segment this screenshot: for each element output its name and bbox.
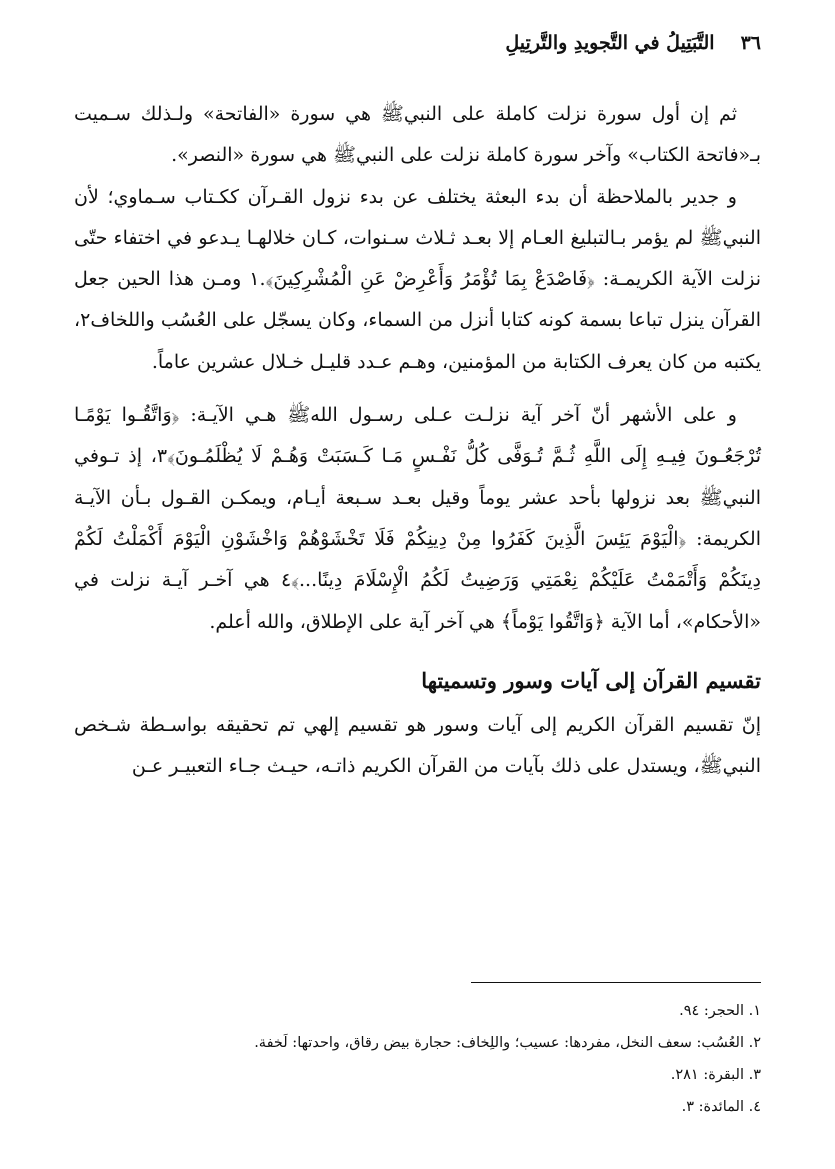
footnote-1: ١. الحجر: ٩٤. xyxy=(679,1003,761,1019)
footnote-divider xyxy=(471,982,761,983)
main-text xyxy=(74,94,761,787)
paragraph-first-last-surah: ثم إن أول سورة نزلت كاملة على النبيﷺ هي سورة «الفاتحة» ولـذلك سـميت بـ«فاتحة الكتاب» وآخر سورة كاملة نزلت على النبيﷺ هي سورة «النصر». xyxy=(74,103,761,167)
footnote-4: ٤. المائدة: ٣. xyxy=(681,1099,761,1115)
paragraph-beginning-of-revelation: و جدير بالملاحظة أن بدء البعثة يختلف عن بدء نزول القـرآن ككـتاب سـماوي؛ لأن النبيﷺ لم يؤمر بـالتبليغ العـام إلا بعـد ثـلاث سـنوات، كـان خلالهـا يـدعو في اختفاء حتّى نزلت الآية الكريمـة: ﴿فَاصْدَعْ بِمَا تُؤْمَرُ وَأَعْرِضْ عَنِ الْمُشْرِكِينَ﴾.١ ومـن هذا الحين جعل القرآن ينزل تباعا بسمة كونه كتابا أنزل من السماء، وكان يسجّل على العُسُب واللخاف٢، يكتبه من كان يعرف الكتابة من المؤمنين، وهـم عـدد قليـل خـلال عشرين عاماً. xyxy=(74,185,761,373)
footnote-3: ٣. البقرة: ٢٨١. xyxy=(670,1067,761,1083)
section-heading: تقسيم القرآن إلى آيات وسور وتسميتها xyxy=(421,667,761,693)
page-number: ٣٦ xyxy=(740,32,761,54)
footnotes xyxy=(74,995,761,1123)
running-title: التَّبَتِيلُ في التَّجويدِ والتَّرتِيلِ xyxy=(505,32,715,54)
paragraph-last-verse: و على الأشهر أنّ آخر آية نزلـت عـلى رسـول اللهﷺ هـي الآيـة: ﴿وَاتَّقُـوا يَوْمًـا تُرْجَعُـونَ فِيـهِ إِلَى اللَّهِ ثُـمَّ تُـوَفَّى كُلُّ نَفْـسٍ مَـا كَـسَبَتْ وَهُـمْ لَا يُظْلَمُـونَ﴾٣، إذ تـوفي النبيﷺ بعد نزولها بأحد عشر يوماً وقيل بعـد سـبعة أيـام، ويمكـن القـول بـأن الآيـة الكريمة: ﴿الْيَوْمَ يَئِسَ الَّذِينَ كَفَرُوا مِنْ دِينِكُمْ فَلَا تَخْشَوْهُمْ وَاخْشَوْنِ الْيَوْمَ أَكْمَلْتُ لَكُمْ دِينَكُمْ وَأَتْمَمْتُ عَلَيْكُمْ نِعْمَتِي وَرَضِيتُ لَكُمُ الْإِسْلَامَ دِينًا...﴾٤ هي آخـر آيـة نزلت في «الأحكام»، أما الآية ﴿وَاتَّقُوا يَوْماً﴾ هي آخر آية على الإطلاق، والله أعلم. xyxy=(74,404,761,633)
running-header xyxy=(74,32,761,54)
footnote-2: ٢. العُسُب: سعف النخل، مفردها: عسيب؛ واللِخاف: حجارة بيض رقاق، واحدتها: لَخفة. xyxy=(254,1035,761,1051)
paragraph-division-of-quran: إنّ تقسيم القرآن الكريم إلى آيات وسور هو تقسيم إلهي تم تحقيقه بواسـطة شـخص النبيﷺ، ويستدل على ذلك بآيات من القرآن الكريم ذاتـه، حيـث جـاء التعبيـر عـن xyxy=(74,713,761,778)
